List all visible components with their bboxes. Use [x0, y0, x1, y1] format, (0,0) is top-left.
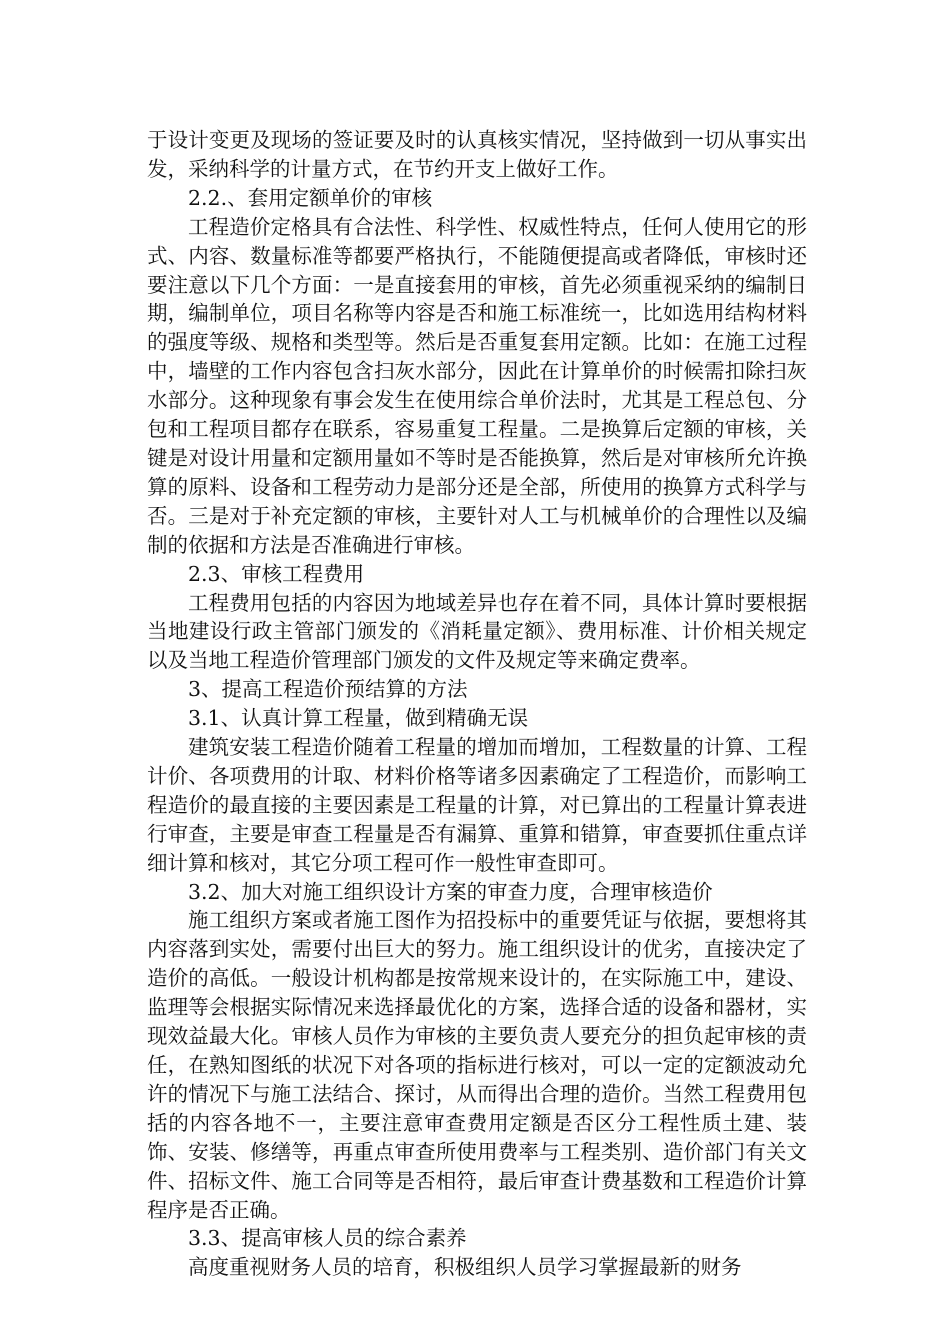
paragraph-3-3-body: 高度重视财务人员的培育，积极组织人员学习掌握最新的财务: [188, 1255, 742, 1280]
document-page: [147, 126, 807, 1282]
section-heading-2-3: 2.3、审核工程费用: [188, 561, 365, 586]
paragraph-2-2-body: 工程造价定格具有合法性、科学性、权威性特点，任何人使用它的形式、内容、数量标准等都要严格执行，不能随便提高或者降低，审核时还要注意以下几个方面：一是直接套用的审核，首先必须重视采纳的编制日期，编制单位，项目名称等内容是否和施工标准统一，比如选用结构材料的强度等级、规格和类型等。然后是否重复套用定额。比如：在施工过程中，墙壁的工作内容包含扫灰水部分，因此在计算单价的时候需扣除扫灰水部分。这种现象有事会发生在使用综合单价法时，尤其是工程总包、分包和工程项目都存在联系，容易重复工程量。二是换算后定额的审核，关键是对设计用量和定额用量如不等时是否能换算，然后是对审核所允许换算的原料、设备和工程劳动力是部分还是全部，所使用的换算方式科学与否。三是对于补充定额的审核，主要针对人工与机械单价的合理性以及编制的依据和方法是否准确进行审核。: [147, 214, 807, 557]
section-heading-2-2: 2.2.、套用定额单价的审核: [188, 185, 433, 210]
paragraph-3-1-body: 建筑安装工程造价随着工程量的增加而增加，工程数量的计算、工程计价、各项费用的计取、材料价格等诸多因素确定了工程造价，而影响工程造价的最直接的主要因素是工程量的计算，对已算出的工程量计算表进行审查，主要是审查工程量是否有漏算、重算和错算，审查要抓住重点详细计算和核对，其它分项工程可作一般性审查即可。: [147, 735, 807, 875]
section-heading-3-2: 3.2、加大对施工组织设计方案的审查力度，合理审核造价: [188, 879, 713, 904]
section-heading-3: 3、提高工程造价预结算的方法: [188, 677, 468, 702]
paragraph-continuation: 于设计变更及现场的签证要及时的认真核实情况，坚持做到一切从事实出发，采纳科学的计量方式，在节约开支上做好工作。: [147, 128, 807, 181]
paragraph-2-3-body: 工程费用包括的内容因为地域差异也存在着不同，具体计算时要根据当地建设行政主管部门颁发的《消耗量定额》、费用标准、计价相关规定以及当地工程造价管理部门颁发的文件及规定等来确定费率。: [147, 590, 807, 673]
paragraph-3-2-body: 施工组织方案或者施工图作为招投标中的重要凭证与依据，要想将其内容落到实处，需要付出巨大的努力。施工组织设计的优劣，直接决定了造价的高低。一般设计机构都是按常规来设计的，在实际施工中，建设、监理等会根据实际情况来选择最优化的方案，选择合适的设备和器材，实现效益最大化。审核人员作为审核的主要负责人要充分的担负起审核的责任，在熟知图纸的状况下对各项的指标进行核对，可以一定的定额波动允许的情况下与施工法结合、探讨，从而得出合理的造价。当然工程费用包括的内容各地不一，主要注意审查费用定额是否区分工程性质土建、装饰、安装、修缮等，再重点审查所使用费率与工程类别、造价部门有关文件、招标文件、施工合同等是否相符，最后审查计费基数和工程造价计算程序是否正确。: [147, 908, 807, 1222]
section-heading-3-1: 3.1、认真计算工程量，做到精确无误: [188, 706, 529, 731]
section-heading-3-3: 3.3、提高审核人员的综合素养: [188, 1226, 467, 1251]
